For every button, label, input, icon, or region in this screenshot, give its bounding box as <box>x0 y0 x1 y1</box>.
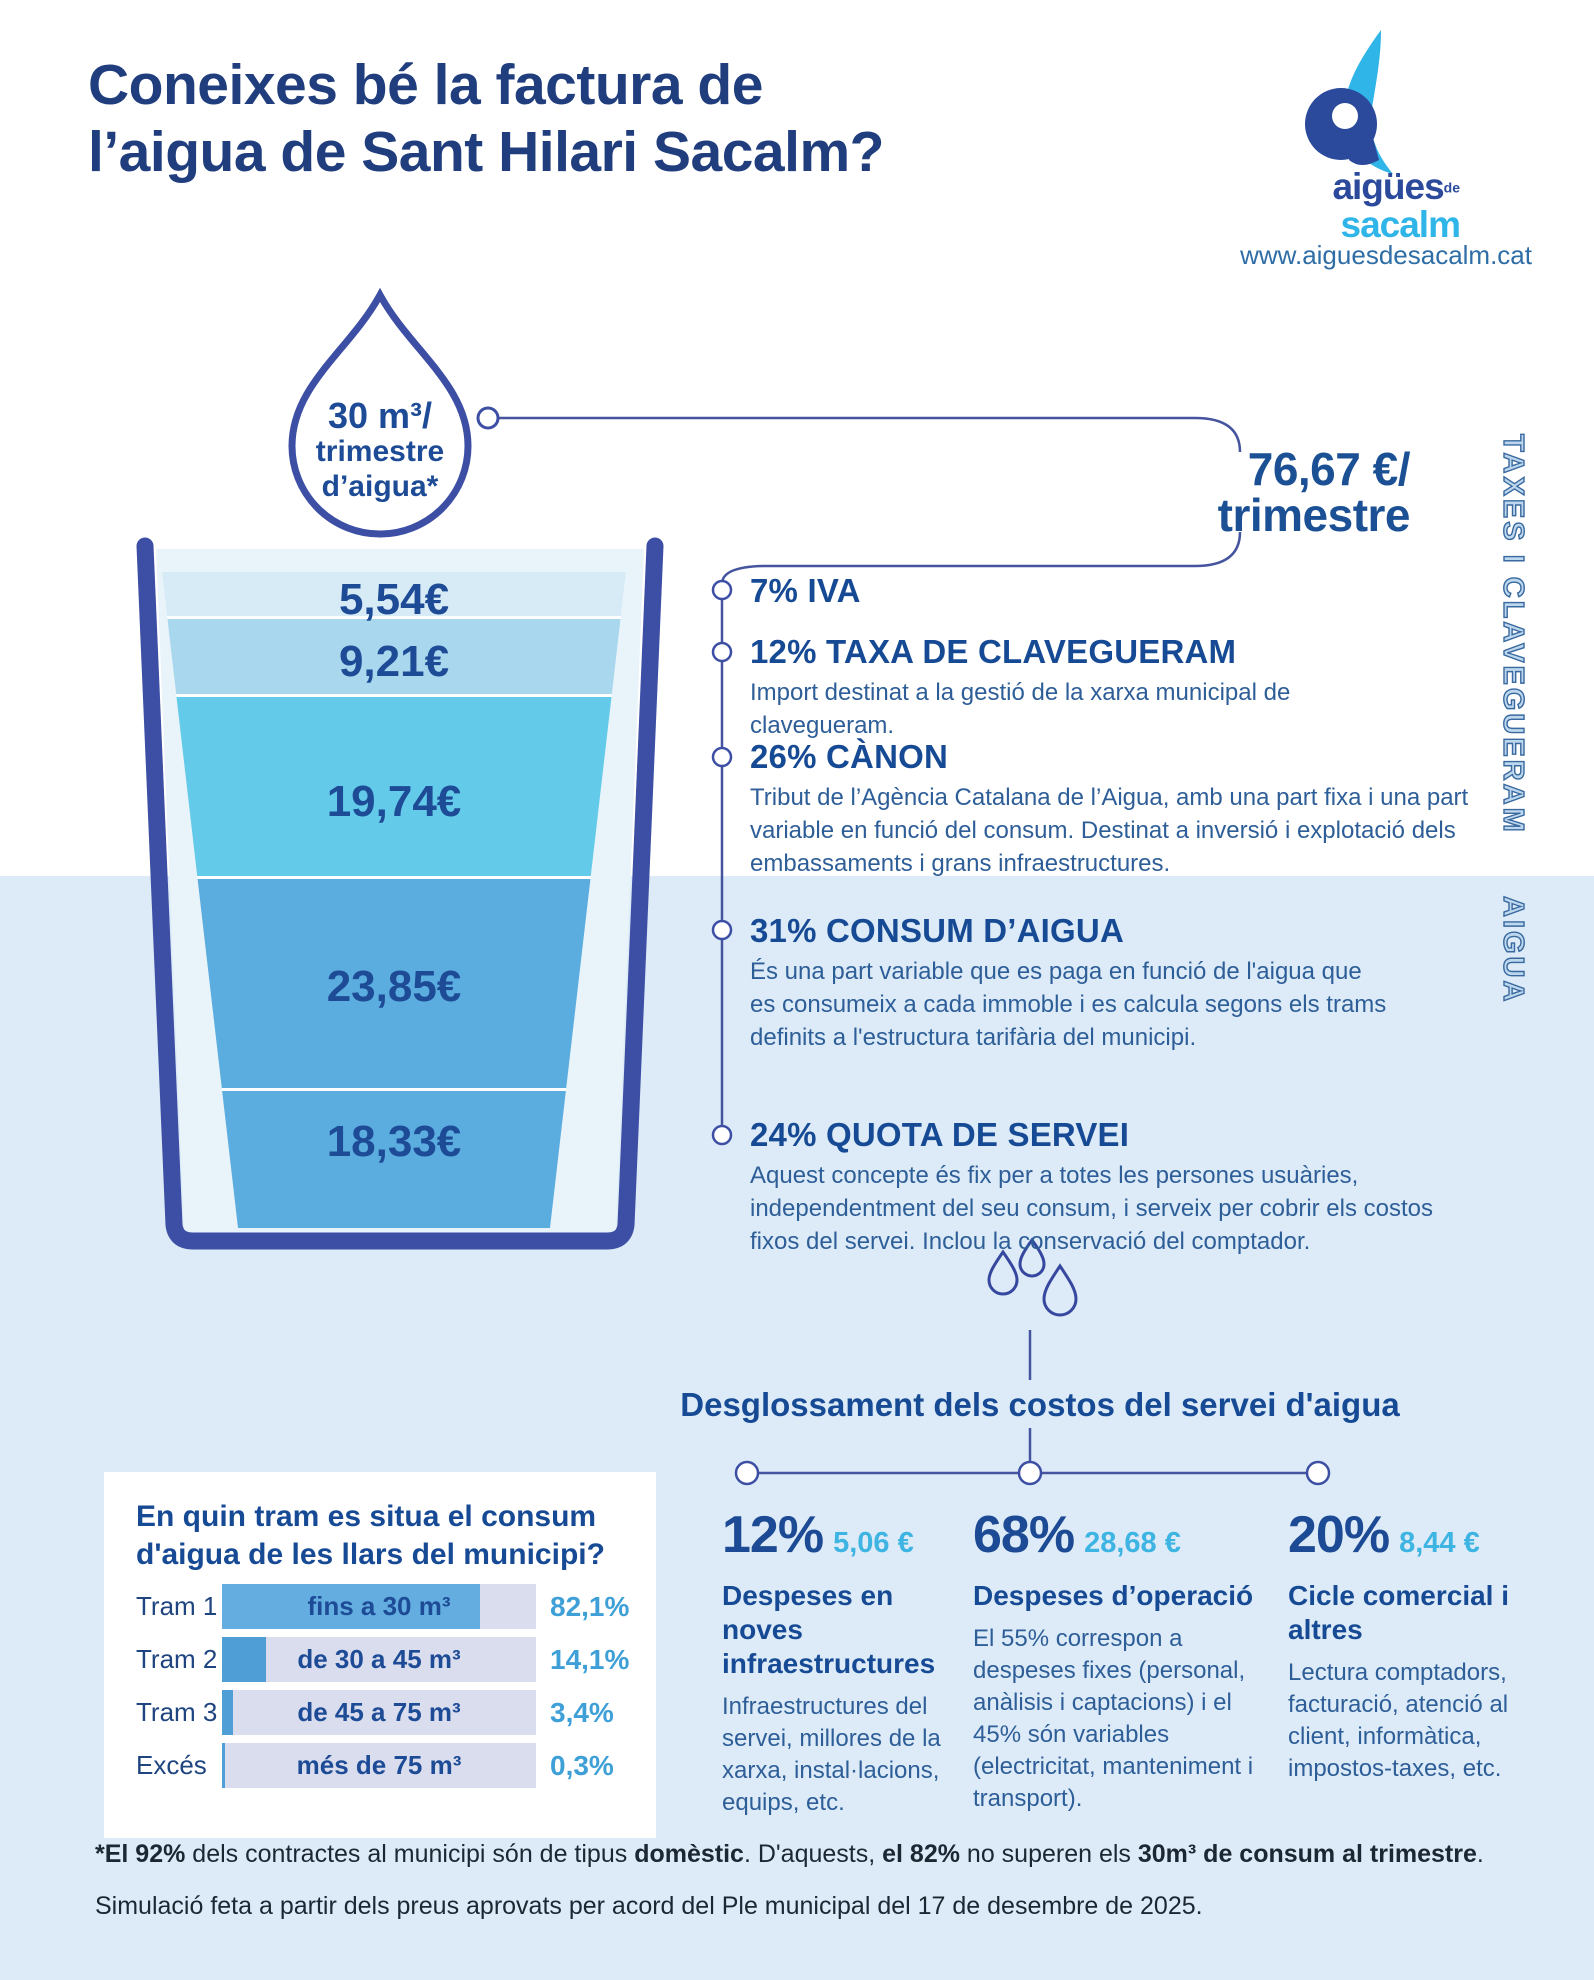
cost-body: Lectura comptadors, facturació, atenció al client, informàtica, impostos-taxes, etc. <box>1288 1659 1509 1782</box>
tram-bar <box>222 1637 536 1682</box>
cost-amount: 28,68 € <box>1084 1527 1181 1559</box>
website-url: www.aiguesdesacalm.cat <box>1240 240 1532 270</box>
logo-wordmark <box>1276 166 1460 248</box>
tram-row <box>136 1690 650 1735</box>
cost-heading: Despeses d’operació <box>973 1580 1254 1611</box>
segment-amount: 19,74€ <box>326 777 462 826</box>
tram-label: Excés <box>136 1750 207 1780</box>
tram-row <box>136 1584 650 1629</box>
tram-range: fins a 30 m³ <box>307 1591 451 1621</box>
bill-item <box>750 1116 1470 1258</box>
cost-pct: 68% <box>973 1506 1075 1564</box>
cost-column <box>1288 1505 1543 1785</box>
logo-word-de: de <box>1443 179 1460 196</box>
tram-chart-title: En quin tram es situa el consum d'aigua de les llars del municipi? <box>136 1500 605 1571</box>
cost-breakdown-title: Desglossament dels costos del servei d'aigua <box>680 1386 1400 1423</box>
tram-row <box>136 1743 650 1788</box>
logo-word-aigues: aigües <box>1332 166 1444 207</box>
tram-range: de 45 a 75 m³ <box>297 1697 461 1727</box>
bill-item-title: 7% IVA <box>750 572 861 609</box>
tram-label: Tram 2 <box>136 1644 218 1674</box>
tram-label: Tram 1 <box>136 1591 218 1621</box>
bill-item-body: Aquest concepte és fix per a totes les persones usuàries, independentment del seu consum, i serveix per cobrir els costos fixos del servei. Inclou la conservació del comptador. <box>750 1162 1434 1255</box>
tram-pct: 14,1% <box>550 1643 630 1675</box>
tram-bar <box>222 1743 536 1788</box>
tram-range: més de 75 m³ <box>296 1750 462 1780</box>
section-label-taxes: TAXES I CLAVEGUERAM <box>1497 434 1529 835</box>
connector-dot <box>713 1126 731 1144</box>
bill-item-title: 12% TAXA DE CLAVEGUERAM <box>750 633 1237 670</box>
bill-item <box>750 633 1350 742</box>
connector-dot <box>713 921 731 939</box>
connector-dot <box>713 643 731 661</box>
connector-dot <box>713 581 731 599</box>
tram-label: Tram 3 <box>136 1697 218 1727</box>
logo-word-sacalm: sacalm <box>1340 204 1460 245</box>
cost-body: El 55% correspon a despeses fixes (personal, anàlisis i captacions) i el 45% són variables (electricitat, manteniment i transport). <box>973 1625 1254 1812</box>
logo-drop-icon <box>1295 28 1425 176</box>
bill-item <box>750 572 1450 610</box>
total-price: 76,67 €/ trimestre <box>1217 443 1410 541</box>
tram-row <box>136 1637 650 1682</box>
footnote-line2: Simulació feta a partir dels preus aprovats per acord del Ple municipal del 17 de desembre de 2025. <box>95 1892 1203 1920</box>
segment-amount: 9,21€ <box>338 637 450 686</box>
cost-heading: Cicle comercial i altres <box>1288 1580 1510 1645</box>
cost-amount: 5,06 € <box>833 1527 914 1559</box>
page-title: Coneixes bé la factura de l’aigua de Sant Hilari Sacalm? <box>88 53 884 184</box>
segment-amount: 18,33€ <box>326 1117 462 1166</box>
footnote-line1: *El 92% dels contractes al municipi són de tipus domèstic. D'aquests, el 82% no superen els 30m³ de consum al trimestre. <box>95 1840 1484 1868</box>
cost-pct: 12% <box>722 1506 824 1564</box>
segment-amount: 23,85€ <box>326 962 462 1011</box>
consumption-badge-text: 30 m³/ trimestre d’aigua* <box>315 395 445 503</box>
stacked-glass-chart <box>120 535 680 1265</box>
bill-item-title: 24% QUOTA DE SERVEI <box>750 1116 1130 1153</box>
tram-bar <box>222 1690 536 1735</box>
tram-chart-card <box>104 1472 656 1838</box>
bill-item-title: 26% CÀNON <box>750 738 949 775</box>
bill-item <box>750 738 1490 880</box>
connector-dot <box>1307 1462 1329 1484</box>
bill-item-title: 31% CONSUM D’AIGUA <box>750 912 1124 949</box>
bill-item <box>750 912 1390 1054</box>
tram-pct: 82,1% <box>550 1590 630 1622</box>
tram-bar <box>222 1584 536 1629</box>
cost-heading: Despeses en noves infraestructures <box>722 1580 936 1679</box>
segment-amount: 5,54€ <box>338 575 450 624</box>
connector-dot <box>736 1462 758 1484</box>
tram-pct: 0,3% <box>550 1749 614 1781</box>
tram-pct: 3,4% <box>550 1696 614 1728</box>
cost-column <box>973 1505 1258 1815</box>
bill-item-body: És una part variable que es paga en funció de l'aigua que es consumeix a cada immoble i es calcula segons els trams definits a l'estructura tarifària del municipi. <box>750 958 1387 1051</box>
cost-body: Infraestructures del servei, millores de la xarxa, instal·lacions, equips, etc. <box>722 1693 941 1816</box>
tram-range: de 30 a 45 m³ <box>297 1644 461 1674</box>
cost-pct: 20% <box>1288 1506 1390 1564</box>
section-label-aigua: AIGUA <box>1497 896 1529 1005</box>
connector-dot <box>713 748 731 766</box>
connector-dot <box>1019 1462 1041 1484</box>
bill-item-body: Tribut de l’Agència Catalana de l’Aigua, amb una part fixa i una part variable en funció del consum. Destinat a inversió i explotació dels embassaments i grans infraestructures. <box>750 784 1469 877</box>
bill-item-body: Import destinat a la gestió de la xarxa municipal de clavegueram. <box>750 679 1291 739</box>
cost-column <box>722 1505 962 1819</box>
cost-amount: 8,44 € <box>1399 1527 1480 1559</box>
